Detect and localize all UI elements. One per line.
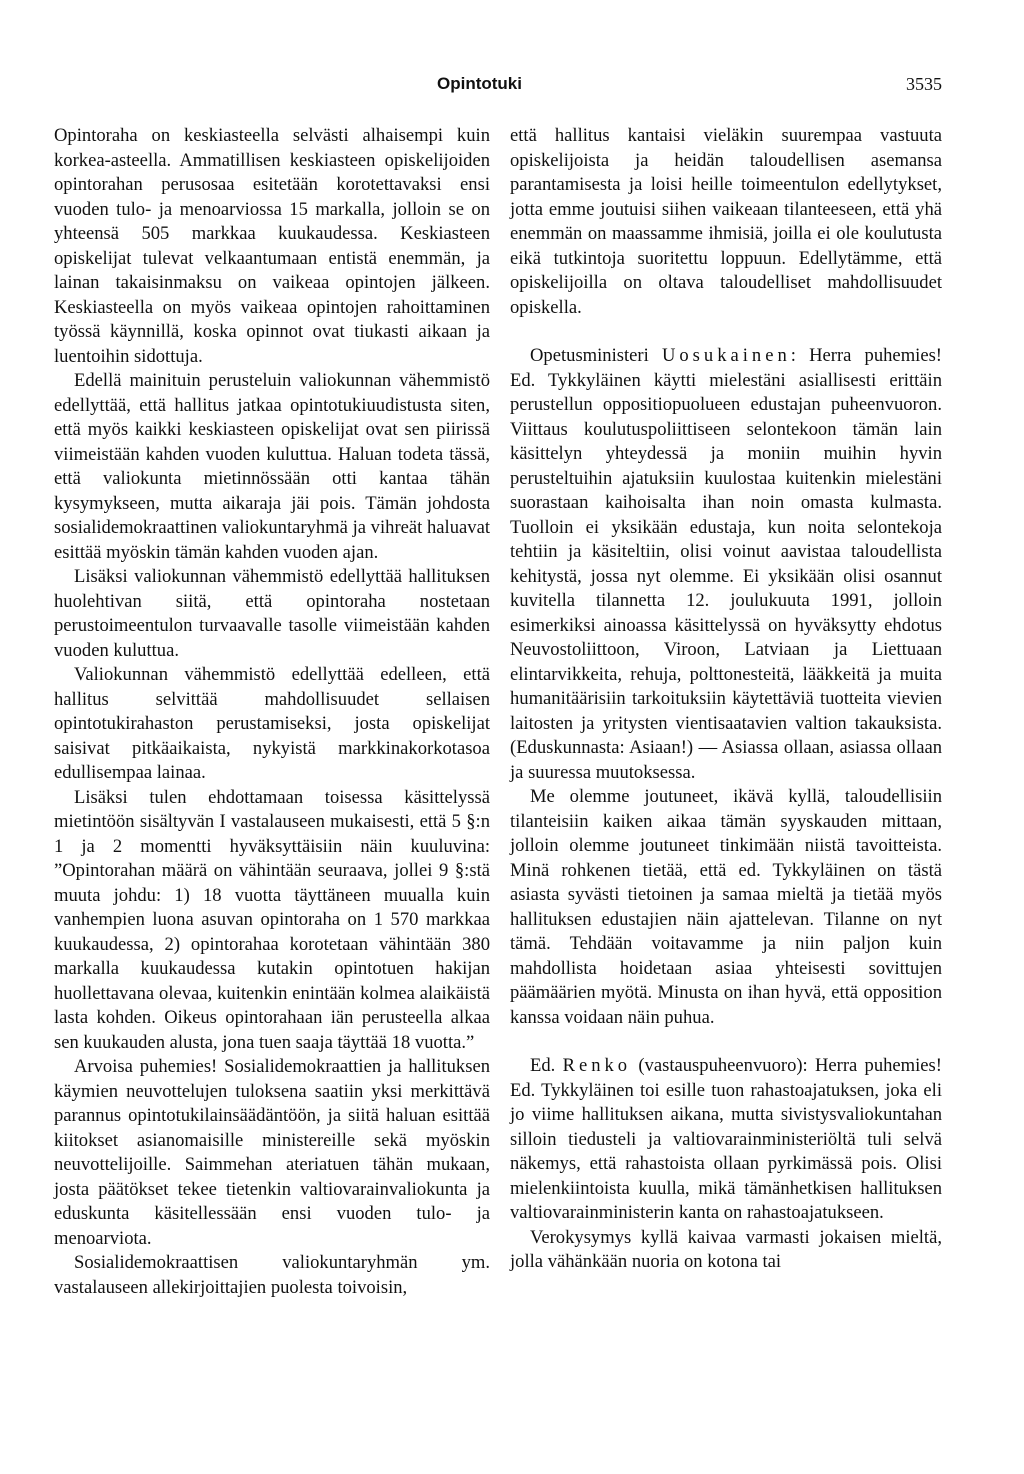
paragraph: Opintoraha on keskiasteella selvästi alhaisempi kuin korkea-asteella. Ammatillisen keskiasteen opiskelijoiden opintorahan perusosaa esitetään korotettavaksi ensi vuoden tulo- ja menoarviossa 15 markalla, jolloin se on yhteensä 505 markkaa kuukaudessa. Keskiasteen opiskelijat tulevat velkaantumaan entistä enemmän, ja lainan takaisinmaksu on vaikeaa opintojen jälkeen. Keskiasteella on myös vaikeaa opintojen rahoittaminen työssä käynnillä, koska opinnot ovat tiukasti aikaan ja luentoihin sidottuja. xyxy=(54,125,490,367)
paragraph: Lisäksi valiokunnan vähemmistö edellyttää hallituksen huolehtivan siitä, että opintoraha nostetaan perustoimeentulon turvaavalle tasolle viimeistään kahden vuoden kuluttua. xyxy=(54,566,490,661)
paragraph: Arvoisa puhemies! Sosialidemokraattien ja hallituksen käymien neuvottelujen tuloksena saatiin yksi merkittävä parannus opintotukilainsäädäntöön, ja siitä haluan esittää kiitokset asianomaisille ministereille sekä myöskin neuvottelijoille. Saimmehan ateriatuen tähän mukaan, josta päätökset tekee tietenkin valtiovarainvaliokunta ja eduskunta käsitellessään ensi vuoden tulo- ja menoarviota. xyxy=(54,1056,490,1249)
speaker-name: Renko xyxy=(562,1055,632,1076)
paragraph: että hallitus kantaisi vieläkin suurempaa vastuuta opiskelijoista ja heidän taloudellisen asemansa parantamisesta ja loisi heille toimeentulon edellytykset, jotta emme joutuisi siihen vaikeaan tilanteeseen, että yhä enemmän on maassamme ihmisiä, joilla ei ole koulutusta eikä tutkintoja suoritettu loppuun. Edellytämme, että opiskelijoilla on oltava taloudelliset mahdollisuudet opiskella. xyxy=(510,125,942,318)
left-column xyxy=(54,124,490,1300)
running-title: Opintotuki xyxy=(437,74,522,93)
paragraph: Sosialidemokraattisen valiokuntaryhmän ym. vastalauseen allekirjoittajien puolesta toivoisin, xyxy=(54,1252,490,1298)
speaker-title: Ed. xyxy=(530,1055,556,1076)
speech-text: (vastauspuheenvuoro): Herra puhemies! Ed. Tykkyläinen toi esille tuon rahastoajatuksen, joka eli jo viime hallituksen aikana, mutta sivistysvaliokuntahan silloin tiedusteli ja valtiovarainministeriöltä tuli selvä näkemys, että rahastoista ollaan pyrkimässä pois. Olisi mielenkiintoista kuulla, mikä tämänhetkisen hallituksen valtiovarainministerin kanta on rahastoajatukseen. xyxy=(510,1055,942,1223)
paragraph: Lisäksi tulen ehdottamaan toisessa käsittelyssä mietintöön sisältyvän I vastalauseen mukaisesti, että 5 §:n 1 ja 2 momentti hyväksyttäisiin näin kuuluvina: ”Opintorahan määrä on vähintään seuraava, jollei 9 §:stä muuta johdu: 1) 18 vuotta täyttäneen muualla kuin vanhempien luona asuvan opintoraha on 1 570 markkaa kuukaudessa, 2) opintorahaa korotetaan vähintään 380 markalla kuukaudessa kutakin opintotuen hakijan huollettavana olevaa, kuitenkin enintään kolmea alaikäistä lasta kohden. Oikeus opintorahaan iän perusteella alkaa sen kuukauden alusta, jona tuen saaja täyttää 18 vuotta.” xyxy=(54,786,490,1053)
speaker-title: Opetusministeri xyxy=(530,345,649,366)
speaker-name: Uosukainen xyxy=(661,345,791,366)
paragraph: Verokysymys kyllä kaivaa varmasti jokaisen mieltä, jolla vähänkään nuoria on kotona tai xyxy=(510,1226,942,1272)
speech-text: : Herra puhemies! Ed. Tykkyläinen käytti mielestäni asiallisesti erittäin perustellun oppositiopuolueen edustajan puheenvuoron. Viittaus koulutuspoliittiseen selontekoon tämän lain käsittelyn yhteydessä ja moniin muihin hyvin perusteltuihin ajatuksiin kuulostaa kuitenkin mielestäni suorastaan kaihoisalta ihan noin omasta kulmasta. Tuolloin ei yksikään edustaja, kun noita selontekoja tehtiin ja käsiteltiin, olisi voinut aavistaa taloudellista kehitystä, jossa nyt olemme. Ei yksikään olisi osannut kuvitella tilannetta 12. joulukuuta 1991, jolloin esimerkiksi ainoassa käsittelyssä on hyväksytty ehdotus Neuvostoliittoon, Viroon, Latviaan ja Liettuaan elintarvikkeita, rehuja, polttonesteitä, lääkkeitä ja muita humanitäärisiin tarkoituksiin käytettäviä tuotteita vievien laitosten ja yritysten vientisaatavien valtion takauksista. (Eduskunnasta: Asiaan!) — Asiassa ollaan, asiassa ollaan ja suuressa muutoksessa. xyxy=(510,345,942,783)
paragraph: Valiokunnan vähemmistö edellyttää edelleen, että hallitus selvittää mahdollisuudet sellaisen opintotukirahaston perustamiseksi, josta opiskelijat saisivat pitkäaikaista, nykyistä markkinakorkotasoa edullisempaa lainaa. xyxy=(54,664,490,783)
page-number: 3535 xyxy=(906,74,942,94)
speech-paragraph xyxy=(510,1054,942,1226)
page-header xyxy=(0,74,1024,102)
paragraph: Me olemme joutuneet, ikävä kyllä, taloudellisiin tilanteisiin kaiken aikaa tämän syyskauden mittaan, jolloin olemme joutuneet tinkimään niistä tavoitteista. Minä rohkenen tietää, että ed. Tykkyläinen on tästä asiasta syvästi tietoinen ja samaa mieltä ja tietää myös hallituksen edustajien näin ajattelevan. Tilanne on nyt tämä. Tehdään voitavamme ja niin paljon kuin mahdollista hoidetaan asiaa yhteisesti sovittujen päämäärien myötä. Minusta on ihan hyvä, että opposition kanssa voidaan näin puhua. xyxy=(510,786,942,1028)
speech-paragraph xyxy=(510,344,942,785)
paragraph: Edellä mainituin perusteluin valiokunnan vähemmistö edellyttää, että hallitus jatkaa opintotukiuudistusta siten, että myös kaikki keskiasteen opiskelijat ovat sen piirissä viimeistään kahden vuoden kuluttua. Haluan todeta tässä, että valiokunta mietinnössään otti kantaa tähän kysymykseen, mutta aikaraja jäi pois. Tämän johdosta sosialidemokraattinen valiokuntaryhmä ja vihreät haluavat esittää myöskin tämän kahden vuoden ajan. xyxy=(54,370,490,563)
right-column xyxy=(510,124,942,1275)
